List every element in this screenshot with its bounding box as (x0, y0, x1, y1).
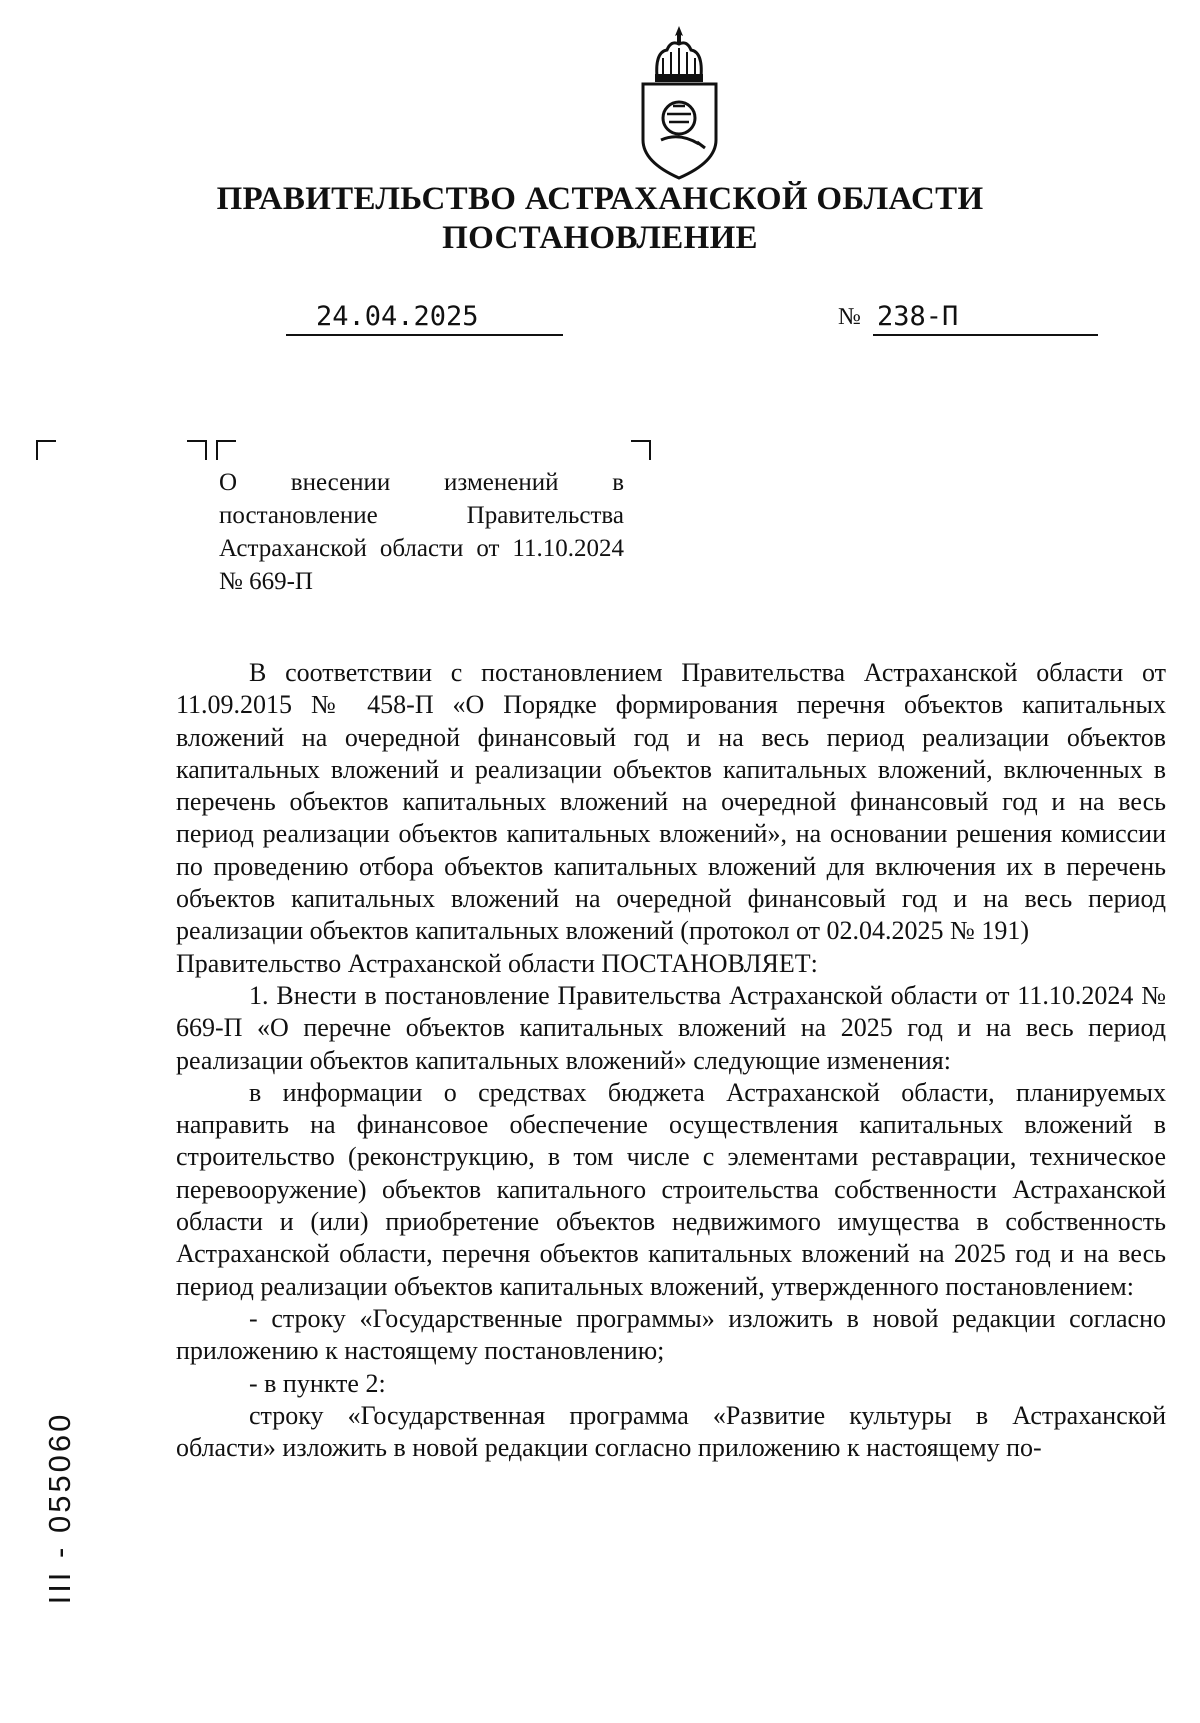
paragraph-state-programs: - строку «Государственные программы» изложить в новой редакции согласно приложению к настоящему постановлению; (176, 1303, 1166, 1366)
paragraph-point-2: - в пункте 2: (249, 1368, 386, 1398)
corner-mark (36, 440, 56, 460)
corner-mark (631, 440, 651, 460)
document-header (0, 180, 1200, 258)
document-date: 24.04.2025 (286, 300, 563, 336)
serial-number-stamp (43, 1410, 77, 1605)
corner-mark (187, 440, 207, 460)
paragraph-preamble: В соответствии с постановлением Правительства Астраханской области от 11.09.2015 № 458-П «О Порядке формирования перечня объектов капитальных вложений на очередной финансовый год и на весь период реализации объектов капитальных вложений и реализации объектов капитальных вложений, включенных в перечень объектов капитальных вложений на очередной финансовый год и на весь период реализации объектов капитальных вложений», на основании решения комиссии по проведению отбора объектов капитальных вложений для включения их в перечень объектов капитальных вложений на очередной финансовый год и на весь период реализации объектов капитальных вложений (протокол от 02.04.2025 № 191) (176, 658, 1166, 946)
paragraph-item-1: 1. Внести в постановление Правительства Астраханской области от 11.10.2024 № 669-П «О перечне объектов капитальных вложений на 2025 год и на весь период реализации объектов капитальных вложений» следующие изменения: (176, 980, 1166, 1075)
serial-number: III - 055060 (42, 1411, 77, 1604)
corner-mark (216, 440, 236, 460)
document-type: ПОСТАНОВЛЕНИЕ (442, 220, 758, 256)
number-label: № (838, 304, 861, 330)
document-subject: О внесении изменений в постановление Правительства Астраханской области от 11.10.2024 № 669-П (219, 469, 624, 595)
document-number: 238-П (873, 300, 1098, 336)
coat-of-arms-icon (637, 22, 722, 182)
paragraph-budget-info: в информации о средствах бюджета Астраханской области, планируемых направить на финансовое обеспечение осуществления капитальных вложений в строительство (реконструкцию, в том числе с элементами реставрации, техническое перевооружение) объектов капитального строительства собственности Астраханской области и (или) приобретение объектов недвижимого имущества в собственность Астраханской области, перечня объектов капитальных вложений на 2025 год и на весь период реализации объектов капитальных вложений, утвержденного постановлением: (176, 1077, 1166, 1301)
paragraph-culture-program: строку «Государственная программа «Развитие культуры в Астраханской области» изложить в новой редакции согласно приложению к настоящему по- (176, 1400, 1166, 1463)
paragraph-resolution-intro: Правительство Астраханской области ПОСТАНОВЛЯЕТ: (176, 948, 818, 978)
document-body (176, 657, 1166, 1464)
organization-name: ПРАВИТЕЛЬСТВО АСТРАХАНСКОЙ ОБЛАСТИ (216, 181, 984, 217)
